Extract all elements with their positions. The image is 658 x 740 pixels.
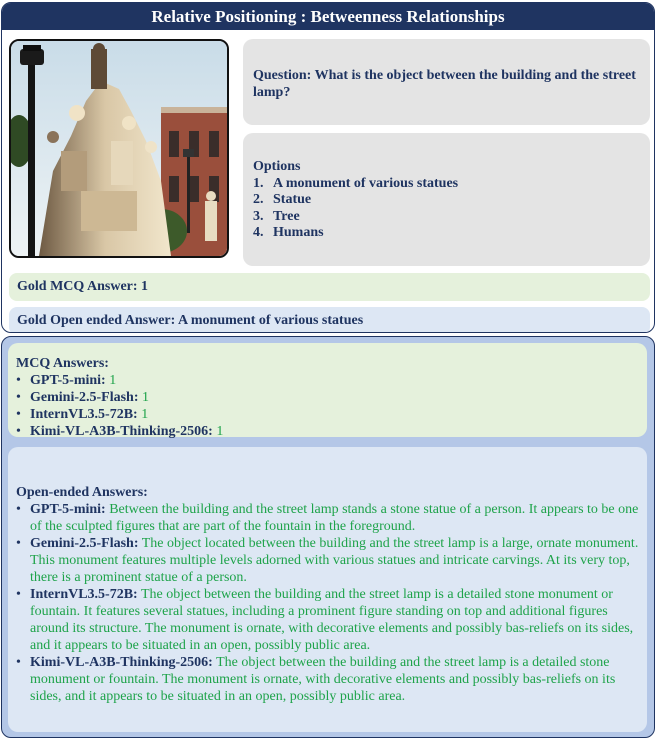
mcq-answers-list xyxy=(16,372,639,440)
option-item: 2. Statue xyxy=(253,192,312,207)
bullet-icon: • xyxy=(16,407,21,422)
page-title: Relative Positioning : Betweenness Relationships xyxy=(2,3,654,30)
option-item: 1. A monument of various statues xyxy=(253,175,459,191)
list-item: • Kimi-VL-A3B-Thinking-2506: 1 xyxy=(16,424,224,439)
bullet-icon: • xyxy=(16,424,21,439)
options-heading: Options xyxy=(253,159,301,174)
open-answers-panel xyxy=(8,447,647,732)
option-item: 3. Tree xyxy=(253,208,300,224)
options-list xyxy=(253,176,638,242)
list-item: • Kimi-VL-A3B-Thinking-2506: The object between the building and the street lamp is a detailed stone monument or fountain. The monument is ornate, with decorative elements and possibly bas-reliefs on its sides, and it appears to be situated in an open, possibly public area. xyxy=(16,655,616,704)
option-item: 4. Humans xyxy=(253,225,324,240)
mcq-answers-panel xyxy=(8,343,647,437)
list-item: • InternVL3.5-72B: The object between the building and the street lamp is a detailed stone monument or fountain. It features several statues, including a prominent figure standing on top and additional figures around its structure. The monument is ornate, with decorative elements and possibly bas-reliefs on its sides, and it appears to be situated in an open, possibly public area. xyxy=(16,587,634,653)
question-text: Question: What is the object between the building and the street lamp? xyxy=(253,68,636,100)
monument-photo xyxy=(9,39,229,258)
gold-open-answer: Gold Open ended Answer: A monument of various statues xyxy=(9,307,650,333)
list-item: • Gemini-2.5-Flash: The object located between the building and the street lamp is a large, ornate monument. This monument features multiple levels adorned with various statues and intricate carvings. At its very top, there is a prominent statue of a person. xyxy=(16,536,639,585)
list-item: • GPT-5-mini: 1 xyxy=(16,373,117,388)
bullet-icon: • xyxy=(16,587,21,602)
mcq-answers-heading: MCQ Answers: xyxy=(16,356,109,371)
bullet-icon: • xyxy=(16,502,21,517)
open-answers-list xyxy=(16,501,639,705)
options-box xyxy=(243,133,650,266)
open-answers-heading: Open-ended Answers: xyxy=(16,485,148,500)
bullet-icon: • xyxy=(16,373,21,388)
question-card xyxy=(1,2,655,333)
list-item: • Gemini-2.5-Flash: 1 xyxy=(16,390,149,405)
question-box xyxy=(243,39,650,125)
bullet-icon: • xyxy=(16,390,21,405)
answers-card xyxy=(1,336,655,738)
list-item: • InternVL3.5-72B: 1 xyxy=(16,407,149,422)
bullet-icon: • xyxy=(16,655,21,670)
gold-mcq-answer: Gold MCQ Answer: 1 xyxy=(9,273,650,301)
bullet-icon: • xyxy=(16,536,21,551)
list-item: • GPT-5-mini: Between the building and the street lamp stands a stone statue of a person. It appears to be one of the sculpted figures that are part of the fountain in the foreground. xyxy=(16,502,639,534)
